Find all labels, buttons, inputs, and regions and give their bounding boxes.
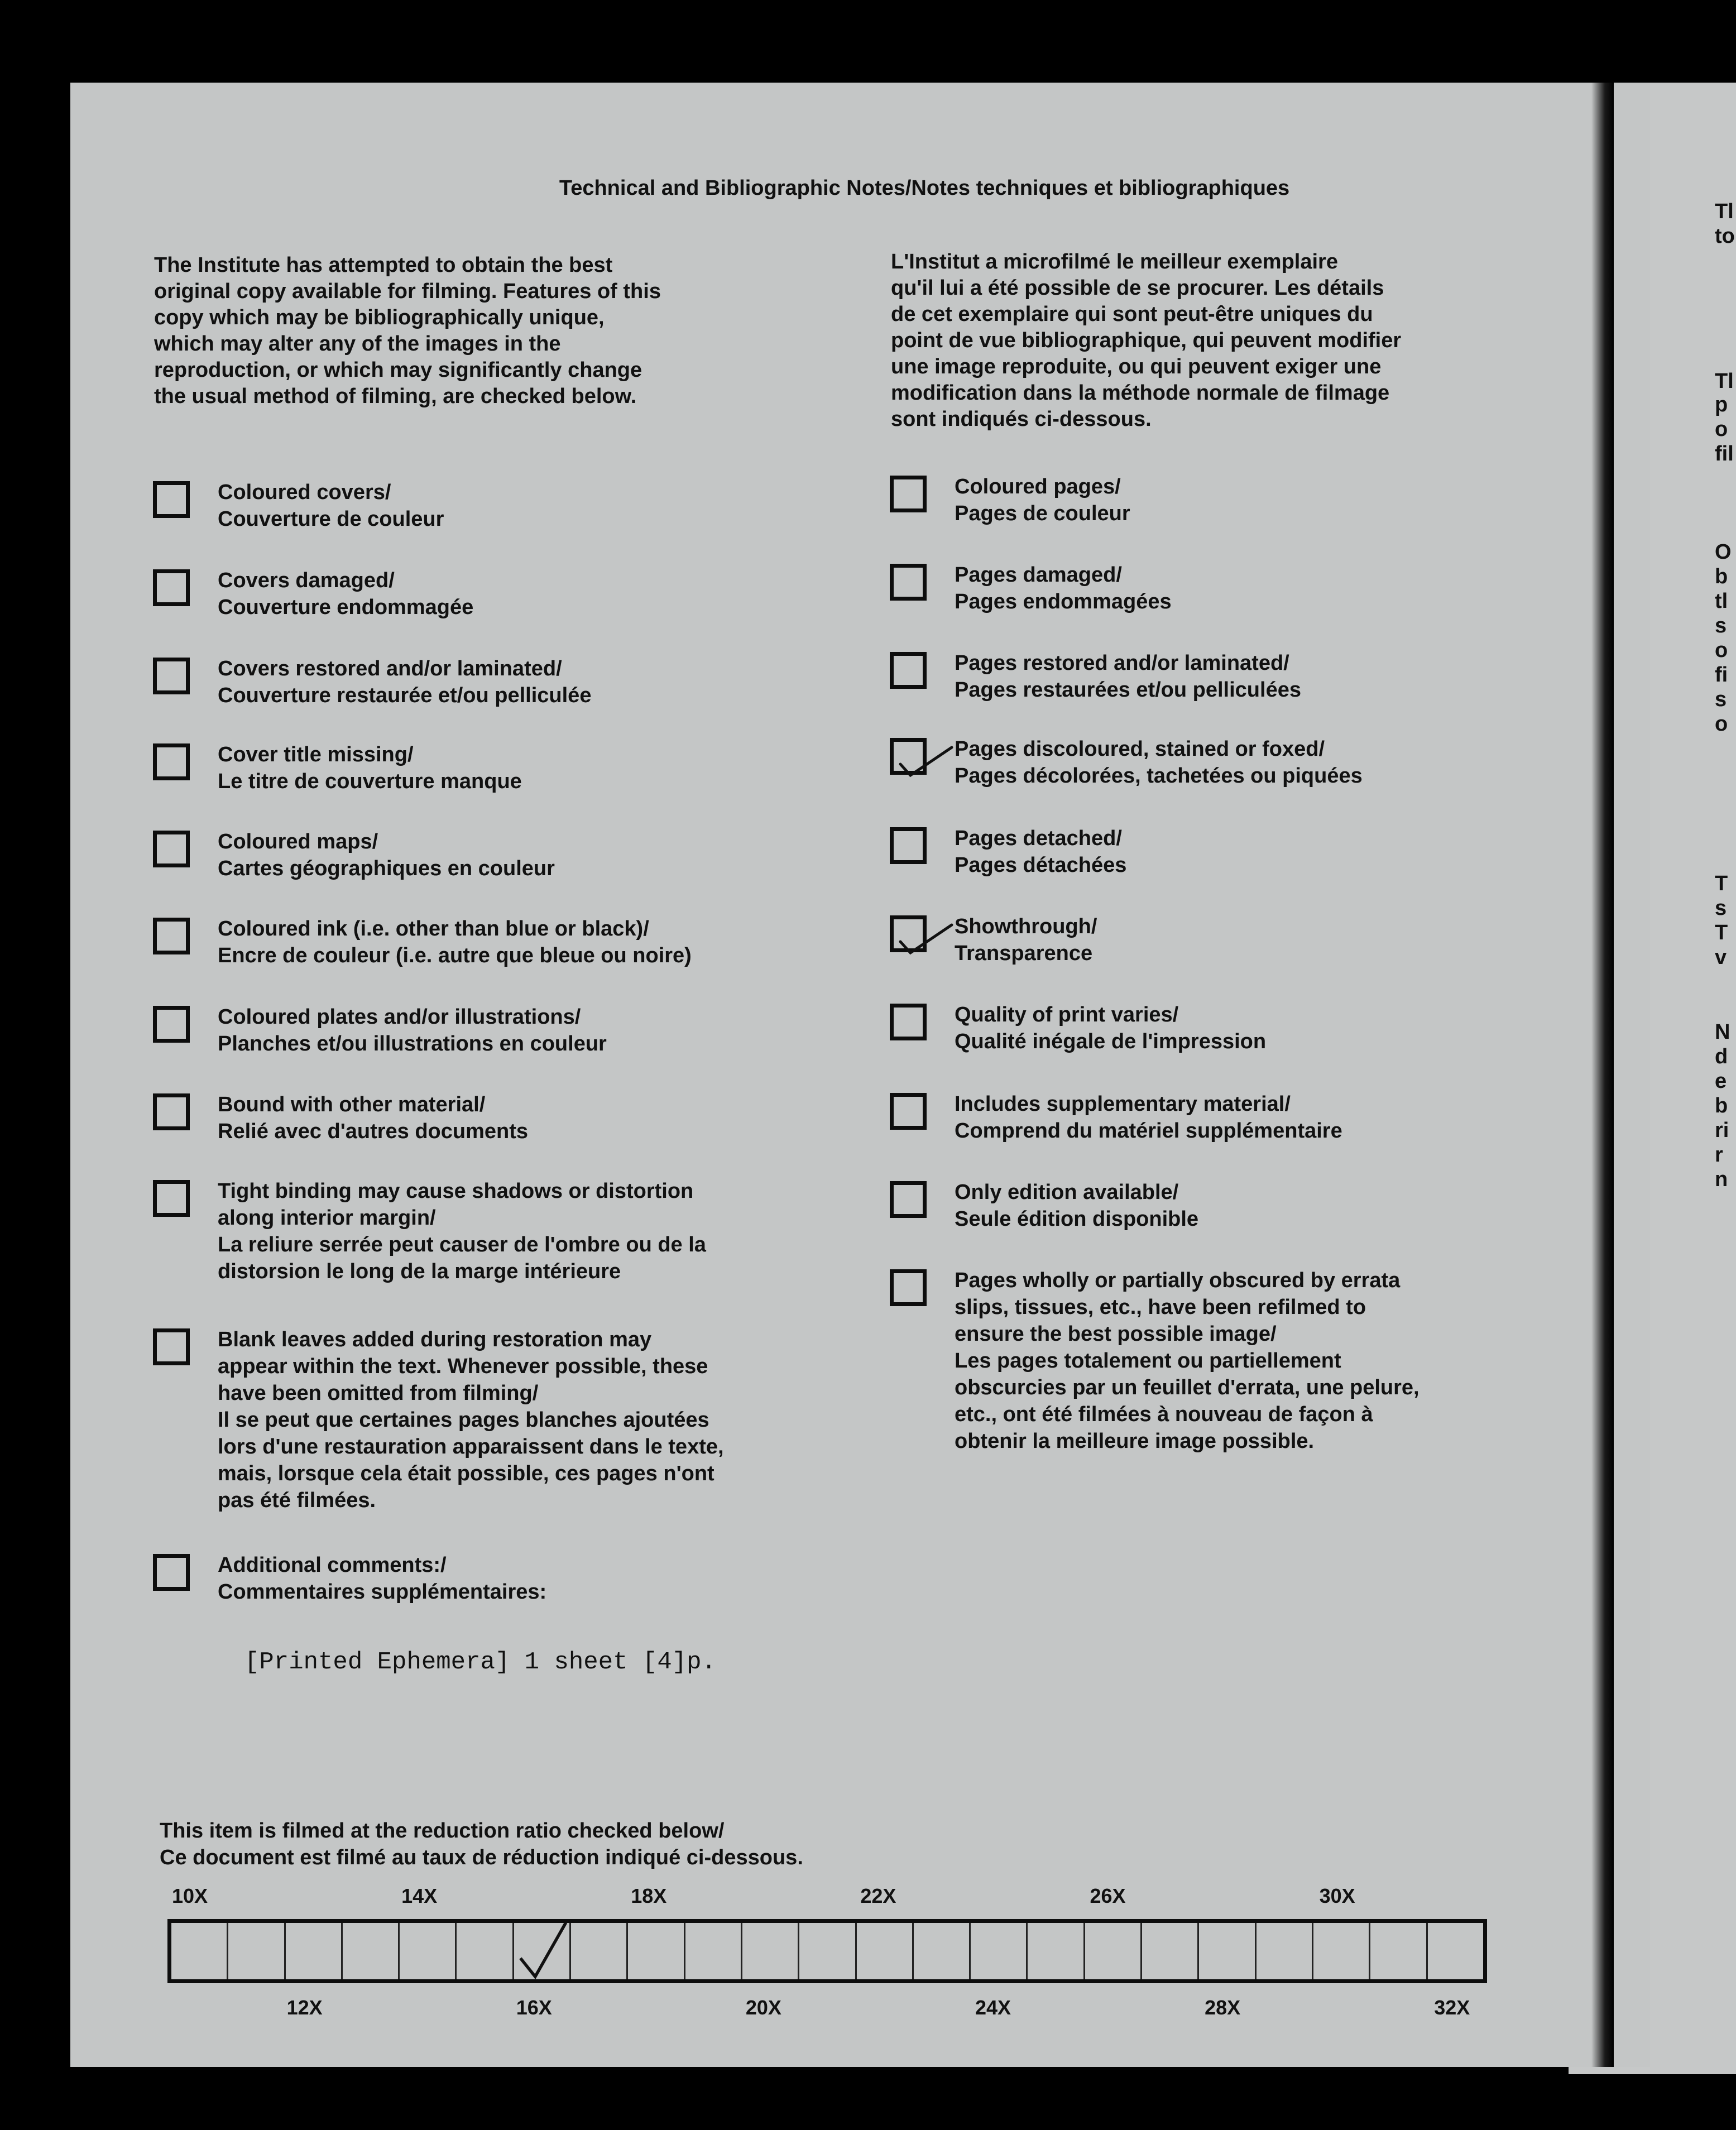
ratio-top-label: 18X <box>631 1884 667 1907</box>
checkbox[interactable] <box>890 738 927 775</box>
edge-text-fragment: o <box>1715 712 1728 736</box>
page-title: Technical and Bibliographic Notes/Notes techniques et bibliographiques <box>559 176 1290 200</box>
checkbox[interactable] <box>890 915 927 952</box>
ratio-top-label: 14X <box>401 1884 438 1907</box>
ratio-bottom-label: 20X <box>745 1996 781 2019</box>
ratio-cell[interactable] <box>799 1923 856 1979</box>
checkbox[interactable] <box>890 1004 927 1040</box>
checklist-label: Pages restored and/or laminated/ Pages restaurées et/ou pelliculées <box>955 651 1301 702</box>
edge-text-fragment: n <box>1715 1168 1728 1191</box>
ratio-cell[interactable] <box>571 1923 628 1979</box>
checkmark-icon <box>512 1917 573 1984</box>
ratio-cell[interactable] <box>1257 1923 1313 1979</box>
ratio-cell[interactable] <box>228 1923 285 1979</box>
ratio-cell[interactable] <box>1142 1923 1199 1979</box>
ratio-cell[interactable] <box>742 1923 799 1979</box>
ratio-cell[interactable] <box>343 1923 400 1979</box>
edge-text-fragment: o <box>1715 639 1728 662</box>
ratio-cell[interactable] <box>514 1923 571 1979</box>
checkbox[interactable] <box>153 918 190 954</box>
checklist-label: Tight binding may cause shadows or distortion along interior margin/ La reliure serrée peut causer de l'ombre ou de la distorsion le long de la marge intérieure <box>218 1179 706 1283</box>
edge-text-fragment: fil <box>1715 442 1734 466</box>
checklist-label: Cover title missing/ Le titre de couverture manque <box>218 743 522 793</box>
ratio-bottom-label: 32X <box>1434 1996 1470 2019</box>
edge-text-fragment: v <box>1715 946 1727 969</box>
reduction-ratio-note: This item is filmed at the reduction ratio checked below/ Ce document est filmé au taux de réduction indiqué ci-dessous. <box>160 1819 803 1869</box>
edge-text-fragment: T <box>1715 872 1728 895</box>
edge-text-fragment: to <box>1715 224 1735 248</box>
ratio-top-label: 22X <box>860 1884 896 1907</box>
checklist-label: Quality of print varies/ Qualité inégale de l'impression <box>955 1003 1267 1053</box>
ratio-cell[interactable] <box>971 1923 1028 1979</box>
intro-french: L'Institut a microfilmé le meilleur exemplaire qu'il lui a été possible de se procurer. Les détails de cet exemplaire qui sont peut-être uniques du point de vue bibliographique, qui peuvent modifier une image reproduite, ou qui peuvent exiger une modification dans la méthode normale de filmage sont indiqués ci-dessous. <box>891 250 1402 431</box>
edge-text-fragment: tl <box>1715 589 1728 613</box>
ratio-cell[interactable] <box>628 1923 685 1979</box>
checklist-label: Coloured ink (i.e. other than blue or black)/ Encre de couleur (i.e. autre que bleue ou noire) <box>218 917 692 967</box>
edge-text-fragment: b <box>1715 565 1728 588</box>
edge-text-fragment: fi <box>1715 663 1728 687</box>
checkmark-icon <box>890 732 957 788</box>
checklist-label: Pages discoloured, stained or foxed/ Pages décolorées, tachetées ou piquées <box>955 737 1363 788</box>
ratio-cell[interactable] <box>1028 1923 1085 1979</box>
edge-text-fragment: p <box>1715 393 1728 416</box>
page-fold-shadow <box>1591 83 1614 2067</box>
checkbox[interactable] <box>153 831 190 867</box>
checkbox[interactable] <box>890 476 927 512</box>
checkbox[interactable] <box>890 652 927 689</box>
ratio-top-label: 30X <box>1319 1884 1355 1907</box>
edge-text-fragment: e <box>1715 1069 1727 1093</box>
edge-text-fragment: s <box>1715 896 1727 920</box>
additional-comment-text: [Printed Ephemera] 1 sheet [4]p. <box>244 1648 716 1676</box>
ratio-top-label: 26X <box>1090 1884 1126 1907</box>
edge-text-fragment: ri <box>1715 1119 1729 1142</box>
checkbox[interactable] <box>153 1328 190 1365</box>
checkbox[interactable] <box>153 481 190 518</box>
checklist-label: Blank leaves added during restoration may appear within the text. Whenever possible, these have been omitted from filming/ Il se peut que certaines pages blanches ajoutées lors d'une restauration apparaissent dans le texte, mais, lorsque cela était possible, ces pages n'ont pas été filmées. <box>218 1328 724 1512</box>
checkbox[interactable] <box>153 743 190 780</box>
checkbox[interactable] <box>890 1093 927 1130</box>
ratio-bottom-label: 12X <box>286 1996 323 2019</box>
ratio-cell[interactable] <box>400 1923 457 1979</box>
edge-text-fragment: r <box>1715 1143 1723 1167</box>
checkbox[interactable] <box>153 1006 190 1043</box>
checklist-label: Coloured plates and/or illustrations/ Planches et/ou illustrations en couleur <box>218 1005 607 1056</box>
checklist-label: Pages detached/ Pages détachées <box>955 827 1127 877</box>
checklist-label: Pages damaged/ Pages endommagées <box>955 563 1172 613</box>
ratio-cell[interactable] <box>1199 1923 1256 1979</box>
ratio-cell[interactable] <box>1085 1923 1142 1979</box>
checklist-label: Covers restored and/or laminated/ Couverture restaurée et/ou pelliculée <box>218 657 592 707</box>
edge-text-fragment: s <box>1715 688 1727 711</box>
ratio-cell[interactable] <box>685 1923 742 1979</box>
checkbox[interactable] <box>890 827 927 864</box>
ratio-cell[interactable] <box>1428 1923 1483 1979</box>
edge-text-fragment: b <box>1715 1094 1728 1117</box>
checklist-label: Coloured covers/ Couverture de couleur <box>218 481 444 531</box>
checkbox[interactable] <box>890 564 927 601</box>
ratio-bottom-label: 28X <box>1205 1996 1241 2019</box>
checklist-label: Showthrough/ Transparence <box>955 915 1097 965</box>
checklist-label: Includes supplementary material/ Comprend du matériel supplémentaire <box>955 1092 1342 1143</box>
ratio-cell[interactable] <box>286 1923 343 1979</box>
ratio-bottom-label: 16X <box>516 1996 552 2019</box>
edge-text-fragment: N <box>1715 1020 1730 1044</box>
ratio-cell[interactable] <box>1313 1923 1370 1979</box>
checklist-label: Coloured maps/ Cartes géographiques en couleur <box>218 830 555 880</box>
edge-text-fragment: d <box>1715 1045 1728 1068</box>
checkbox[interactable] <box>153 1554 190 1591</box>
checkbox[interactable] <box>153 1093 190 1130</box>
edge-text-fragment: s <box>1715 614 1727 637</box>
edge-text-fragment: Tl <box>1715 200 1734 223</box>
checklist-label: Additional comments:/ Commentaires supplémentaires: <box>218 1553 547 1604</box>
ratio-cell[interactable] <box>857 1923 914 1979</box>
notes-sheet <box>70 83 1650 2067</box>
checklist-label: Only edition available/ Seule édition disponible <box>955 1181 1199 1231</box>
edge-text-fragment: T <box>1715 921 1728 944</box>
checkbox[interactable] <box>153 569 190 606</box>
checkbox[interactable] <box>890 1269 927 1306</box>
checkmark-icon <box>890 909 957 965</box>
checklist-label: Pages wholly or partially obscured by errata slips, tissues, etc., have been refilmed to ensure the best possible image/ Les pages totalement ou partiellement obscurcies par un feuillet d'errata, une pelure, etc., ont été filmées à nouveau de façon à obtenir la meilleure image possible. <box>955 1269 1420 1453</box>
intro-english: The Institute has attempted to obtain the best original copy available for filming. Features of this copy which may be bibliographically unique, which may alter any of the images in the reproduction, or which may significantly change the usual method of filming, are checked below. <box>154 253 661 408</box>
ratio-bottom-label: 24X <box>975 1996 1011 2019</box>
edge-text-fragment: O <box>1715 540 1732 564</box>
ratio-cell[interactable] <box>171 1923 228 1979</box>
checkbox[interactable] <box>890 1181 927 1218</box>
reduction-ratio-grid <box>167 1919 1487 1983</box>
ratio-cell[interactable] <box>457 1923 514 1979</box>
ratio-cell[interactable] <box>914 1923 971 1979</box>
checklist-label: Coloured pages/ Pages de couleur <box>955 475 1130 525</box>
ratio-top-label: 10X <box>172 1884 208 1907</box>
ratio-cell[interactable] <box>1370 1923 1427 1979</box>
edge-text-fragment: Tl <box>1715 370 1734 393</box>
checkbox[interactable] <box>153 1180 190 1217</box>
edge-text-fragment: o <box>1715 418 1728 441</box>
checklist-label: Bound with other material/ Relié avec d'autres documents <box>218 1093 529 1143</box>
checkbox[interactable] <box>153 658 190 694</box>
checklist-label: Covers damaged/ Couverture endommagée <box>218 569 474 619</box>
